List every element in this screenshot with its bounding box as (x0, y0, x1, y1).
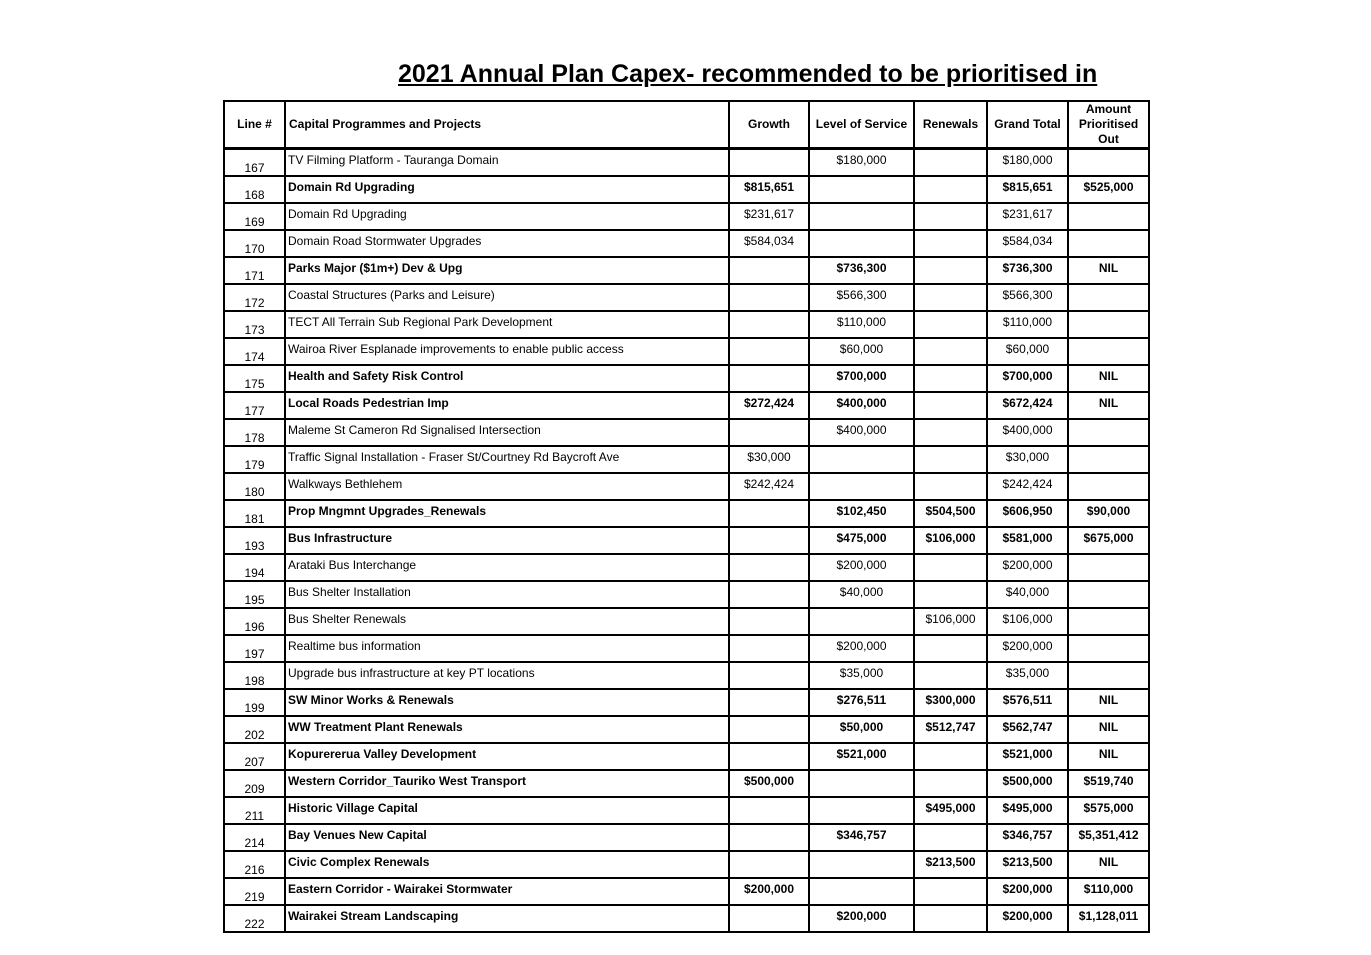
cell-growth: $500,000 (729, 770, 809, 797)
cell-growth: $231,617 (729, 203, 809, 230)
cell-project: Realtime bus information (285, 635, 729, 662)
cell-growth (729, 149, 809, 177)
table-row (224, 662, 1149, 689)
header-amount-prioritised-out: Amount Prioritised Out (1068, 101, 1149, 149)
cell-level-of-service: $110,000 (809, 311, 914, 338)
cell-level-of-service: $400,000 (809, 419, 914, 446)
cell-project: Civic Complex Renewals (285, 851, 729, 878)
cell-line: 179 (224, 446, 285, 473)
cell-level-of-service: $400,000 (809, 392, 914, 419)
table-row (224, 581, 1149, 608)
cell-amount-prioritised-out: $519,740 (1068, 770, 1149, 797)
cell-grand-total: $30,000 (987, 446, 1068, 473)
cell-renewals: $300,000 (914, 689, 987, 716)
cell-line: 214 (224, 824, 285, 851)
cell-amount-prioritised-out: NIL (1068, 392, 1149, 419)
cell-line: 202 (224, 716, 285, 743)
table-row (224, 230, 1149, 257)
cell-line: 194 (224, 554, 285, 581)
cell-project: Prop Mngmnt Upgrades_Renewals (285, 500, 729, 527)
cell-amount-prioritised-out (1068, 662, 1149, 689)
cell-amount-prioritised-out: $90,000 (1068, 500, 1149, 527)
table-body (224, 149, 1149, 933)
cell-amount-prioritised-out (1068, 635, 1149, 662)
cell-grand-total: $200,000 (987, 905, 1068, 932)
cell-renewals (914, 176, 987, 203)
cell-level-of-service (809, 176, 914, 203)
cell-growth (729, 554, 809, 581)
table-row (224, 365, 1149, 392)
cell-amount-prioritised-out: $575,000 (1068, 797, 1149, 824)
cell-line: 173 (224, 311, 285, 338)
cell-renewals (914, 149, 987, 177)
cell-renewals (914, 392, 987, 419)
cell-grand-total: $400,000 (987, 419, 1068, 446)
table-row (224, 527, 1149, 554)
cell-level-of-service: $276,511 (809, 689, 914, 716)
cell-level-of-service: $700,000 (809, 365, 914, 392)
cell-grand-total: $500,000 (987, 770, 1068, 797)
cell-project: WW Treatment Plant Renewals (285, 716, 729, 743)
cell-grand-total: $584,034 (987, 230, 1068, 257)
cell-renewals (914, 338, 987, 365)
cell-amount-prioritised-out (1068, 446, 1149, 473)
table-row (224, 176, 1149, 203)
cell-amount-prioritised-out: $1,128,011 (1068, 905, 1149, 932)
table-row (224, 446, 1149, 473)
cell-growth (729, 797, 809, 824)
cell-level-of-service (809, 203, 914, 230)
cell-line: 177 (224, 392, 285, 419)
cell-line: 174 (224, 338, 285, 365)
cell-level-of-service: $475,000 (809, 527, 914, 554)
cell-renewals: $512,747 (914, 716, 987, 743)
cell-level-of-service (809, 473, 914, 500)
cell-amount-prioritised-out: NIL (1068, 365, 1149, 392)
cell-growth (729, 284, 809, 311)
page-title: 2021 Annual Plan Capex- recommended to be prioritised in (398, 60, 1098, 88)
cell-project: Wairoa River Esplanade improvements to enable public access (285, 338, 729, 365)
cell-renewals (914, 905, 987, 932)
cell-growth (729, 500, 809, 527)
cell-project: Walkways Bethlehem (285, 473, 729, 500)
cell-renewals: $495,000 (914, 797, 987, 824)
cell-growth (729, 743, 809, 770)
cell-amount-prioritised-out (1068, 284, 1149, 311)
cell-grand-total: $40,000 (987, 581, 1068, 608)
cell-amount-prioritised-out: $110,000 (1068, 878, 1149, 905)
cell-line: 175 (224, 365, 285, 392)
cell-renewals: $106,000 (914, 608, 987, 635)
cell-growth: $30,000 (729, 446, 809, 473)
cell-grand-total: $200,000 (987, 878, 1068, 905)
cell-project: Upgrade bus infrastructure at key PT locations (285, 662, 729, 689)
cell-grand-total: $495,000 (987, 797, 1068, 824)
cell-line: 180 (224, 473, 285, 500)
cell-grand-total: $815,651 (987, 176, 1068, 203)
header-renewals: Renewals (914, 101, 987, 149)
cell-renewals (914, 824, 987, 851)
cell-growth (729, 608, 809, 635)
table-row (224, 878, 1149, 905)
cell-grand-total: $576,511 (987, 689, 1068, 716)
cell-grand-total: $180,000 (987, 149, 1068, 177)
cell-line: 169 (224, 203, 285, 230)
header-grand-total: Grand Total (987, 101, 1068, 149)
cell-renewals (914, 743, 987, 770)
cell-level-of-service (809, 878, 914, 905)
table-row (224, 905, 1149, 932)
table-row (224, 473, 1149, 500)
capex-table (223, 100, 1150, 933)
cell-line: 195 (224, 581, 285, 608)
cell-renewals (914, 257, 987, 284)
cell-renewals (914, 230, 987, 257)
cell-growth: $272,424 (729, 392, 809, 419)
cell-grand-total: $35,000 (987, 662, 1068, 689)
cell-growth (729, 527, 809, 554)
cell-project: Western Corridor_Tauriko West Transport (285, 770, 729, 797)
cell-amount-prioritised-out (1068, 311, 1149, 338)
cell-line: 207 (224, 743, 285, 770)
cell-amount-prioritised-out (1068, 554, 1149, 581)
cell-project: Coastal Structures (Parks and Leisure) (285, 284, 729, 311)
cell-line: 222 (224, 905, 285, 932)
cell-project: Local Roads Pedestrian Imp (285, 392, 729, 419)
cell-level-of-service: $200,000 (809, 635, 914, 662)
cell-growth (729, 635, 809, 662)
header-level-of-service: Level of Service (809, 101, 914, 149)
cell-level-of-service: $566,300 (809, 284, 914, 311)
table-row (224, 257, 1149, 284)
table-row (224, 716, 1149, 743)
cell-renewals: $213,500 (914, 851, 987, 878)
cell-amount-prioritised-out (1068, 608, 1149, 635)
cell-growth (729, 257, 809, 284)
cell-growth (729, 689, 809, 716)
cell-project: Domain Rd Upgrading (285, 176, 729, 203)
cell-project: Arataki Bus Interchange (285, 554, 729, 581)
cell-renewals: $106,000 (914, 527, 987, 554)
table-row (224, 824, 1149, 851)
cell-level-of-service: $60,000 (809, 338, 914, 365)
cell-grand-total: $700,000 (987, 365, 1068, 392)
cell-growth: $242,424 (729, 473, 809, 500)
cell-growth (729, 824, 809, 851)
cell-amount-prioritised-out: NIL (1068, 851, 1149, 878)
cell-line: 219 (224, 878, 285, 905)
table-row (224, 797, 1149, 824)
cell-level-of-service (809, 608, 914, 635)
cell-growth (729, 365, 809, 392)
cell-project: Domain Rd Upgrading (285, 203, 729, 230)
table-row (224, 419, 1149, 446)
cell-grand-total: $736,300 (987, 257, 1068, 284)
cell-project: Health and Safety Risk Control (285, 365, 729, 392)
cell-level-of-service: $50,000 (809, 716, 914, 743)
cell-renewals (914, 662, 987, 689)
table-row (224, 500, 1149, 527)
table-header-row (224, 101, 1149, 149)
header-project: Capital Programmes and Projects (285, 101, 729, 149)
cell-level-of-service: $346,757 (809, 824, 914, 851)
cell-growth (729, 851, 809, 878)
cell-grand-total: $562,747 (987, 716, 1068, 743)
header-growth: Growth (729, 101, 809, 149)
cell-amount-prioritised-out: $675,000 (1068, 527, 1149, 554)
cell-project: Maleme St Cameron Rd Signalised Intersection (285, 419, 729, 446)
cell-renewals (914, 581, 987, 608)
table-row (224, 851, 1149, 878)
cell-grand-total: $606,950 (987, 500, 1068, 527)
cell-renewals (914, 878, 987, 905)
cell-level-of-service (809, 851, 914, 878)
table-row (224, 743, 1149, 770)
cell-project: Kopurererua Valley Development (285, 743, 729, 770)
table-row (224, 392, 1149, 419)
cell-renewals: $504,500 (914, 500, 987, 527)
cell-grand-total: $672,424 (987, 392, 1068, 419)
cell-level-of-service: $200,000 (809, 554, 914, 581)
cell-line: 168 (224, 176, 285, 203)
cell-project: Bus Shelter Installation (285, 581, 729, 608)
cell-project: TV Filming Platform - Tauranga Domain (285, 149, 729, 177)
cell-project: Bus Infrastructure (285, 527, 729, 554)
cell-level-of-service: $40,000 (809, 581, 914, 608)
cell-line: 167 (224, 149, 285, 177)
cell-level-of-service (809, 770, 914, 797)
cell-renewals (914, 635, 987, 662)
cell-line: 197 (224, 635, 285, 662)
cell-amount-prioritised-out (1068, 419, 1149, 446)
cell-growth: $200,000 (729, 878, 809, 905)
table-row (224, 635, 1149, 662)
cell-amount-prioritised-out: NIL (1068, 689, 1149, 716)
cell-grand-total: $231,617 (987, 203, 1068, 230)
table-row (224, 770, 1149, 797)
cell-level-of-service: $736,300 (809, 257, 914, 284)
table-row (224, 203, 1149, 230)
cell-grand-total: $242,424 (987, 473, 1068, 500)
cell-project: TECT All Terrain Sub Regional Park Development (285, 311, 729, 338)
table-row (224, 338, 1149, 365)
header-line: Line # (224, 101, 285, 149)
cell-amount-prioritised-out: NIL (1068, 257, 1149, 284)
cell-level-of-service (809, 230, 914, 257)
cell-growth (729, 311, 809, 338)
cell-growth (729, 419, 809, 446)
cell-level-of-service: $102,450 (809, 500, 914, 527)
table-row (224, 608, 1149, 635)
cell-grand-total: $566,300 (987, 284, 1068, 311)
cell-level-of-service: $180,000 (809, 149, 914, 177)
cell-line: 171 (224, 257, 285, 284)
cell-amount-prioritised-out (1068, 203, 1149, 230)
table-row (224, 689, 1149, 716)
cell-line: 196 (224, 608, 285, 635)
cell-amount-prioritised-out: $5,351,412 (1068, 824, 1149, 851)
cell-renewals (914, 419, 987, 446)
cell-growth: $584,034 (729, 230, 809, 257)
cell-project: Historic Village Capital (285, 797, 729, 824)
cell-project: Parks Major ($1m+) Dev & Upg (285, 257, 729, 284)
table-row (224, 554, 1149, 581)
cell-line: 178 (224, 419, 285, 446)
table-row (224, 149, 1149, 177)
cell-line: 209 (224, 770, 285, 797)
cell-project: SW Minor Works & Renewals (285, 689, 729, 716)
cell-renewals (914, 365, 987, 392)
cell-project: Traffic Signal Installation - Fraser St/Courtney Rd Baycroft Ave (285, 446, 729, 473)
table-row (224, 284, 1149, 311)
cell-project: Bay Venues New Capital (285, 824, 729, 851)
cell-grand-total: $346,757 (987, 824, 1068, 851)
cell-line: 198 (224, 662, 285, 689)
cell-amount-prioritised-out: NIL (1068, 716, 1149, 743)
cell-amount-prioritised-out (1068, 149, 1149, 177)
cell-line: 216 (224, 851, 285, 878)
cell-grand-total: $581,000 (987, 527, 1068, 554)
cell-grand-total: $213,500 (987, 851, 1068, 878)
cell-renewals (914, 554, 987, 581)
cell-line: 170 (224, 230, 285, 257)
cell-growth (729, 338, 809, 365)
cell-project: Wairakei Stream Landscaping (285, 905, 729, 932)
cell-amount-prioritised-out: $525,000 (1068, 176, 1149, 203)
cell-growth: $815,651 (729, 176, 809, 203)
cell-amount-prioritised-out (1068, 473, 1149, 500)
cell-grand-total: $521,000 (987, 743, 1068, 770)
cell-grand-total: $200,000 (987, 554, 1068, 581)
cell-grand-total: $106,000 (987, 608, 1068, 635)
cell-level-of-service: $200,000 (809, 905, 914, 932)
cell-renewals (914, 311, 987, 338)
cell-line: 199 (224, 689, 285, 716)
cell-level-of-service (809, 446, 914, 473)
cell-growth (729, 716, 809, 743)
cell-level-of-service (809, 797, 914, 824)
cell-level-of-service: $521,000 (809, 743, 914, 770)
cell-growth (729, 662, 809, 689)
cell-project: Eastern Corridor - Wairakei Stormwater (285, 878, 729, 905)
cell-amount-prioritised-out: NIL (1068, 743, 1149, 770)
cell-line: 172 (224, 284, 285, 311)
cell-grand-total: $110,000 (987, 311, 1068, 338)
cell-amount-prioritised-out (1068, 230, 1149, 257)
cell-renewals (914, 473, 987, 500)
cell-line: 211 (224, 797, 285, 824)
cell-line: 181 (224, 500, 285, 527)
cell-renewals (914, 203, 987, 230)
cell-renewals (914, 770, 987, 797)
cell-amount-prioritised-out (1068, 581, 1149, 608)
table-row (224, 311, 1149, 338)
cell-project: Domain Road Stormwater Upgrades (285, 230, 729, 257)
cell-renewals (914, 446, 987, 473)
cell-line: 193 (224, 527, 285, 554)
cell-grand-total: $60,000 (987, 338, 1068, 365)
cell-renewals (914, 284, 987, 311)
cell-project: Bus Shelter Renewals (285, 608, 729, 635)
cell-growth (729, 905, 809, 932)
cell-grand-total: $200,000 (987, 635, 1068, 662)
cell-growth (729, 581, 809, 608)
cell-level-of-service: $35,000 (809, 662, 914, 689)
cell-amount-prioritised-out (1068, 338, 1149, 365)
